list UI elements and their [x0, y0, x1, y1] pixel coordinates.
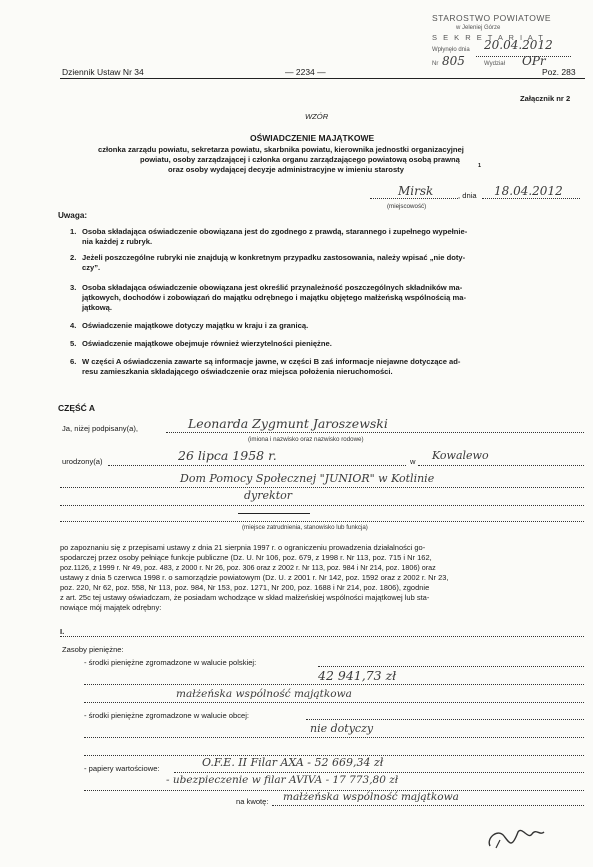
annex-label: Załącznik nr 2 — [520, 94, 571, 103]
uwaga-item-3-line-3: jątkową. — [82, 303, 112, 312]
subtitle-line-2: powiatu, osoby zarządzającej i członka organu zarządzającego powiatową osobą prawną — [140, 155, 460, 164]
pln-note: małżeńska wspólność majątkowa — [176, 688, 352, 700]
stamp-wplynelo-value: 20.04.2012 — [484, 38, 553, 52]
legal-line-2: spodarczej przez osoby pełniące funkcje publiczne (Dz. U. Nr 106, poz. 679, z 1998 r. Nr 113, poz. 715 i Nr 162, — [60, 553, 432, 562]
workplace-line-1: Dom Pomocy Społecznej "JUNIOR" w Kotlinie — [180, 472, 435, 485]
date-label: , dnia — [458, 191, 477, 200]
subtitle-line-3: oraz osoby wydającej decyzje administracyjne w imieniu starosty — [168, 165, 404, 174]
date-value: 18.04.2012 — [494, 184, 563, 198]
stamp-line-2: w Jeleniej Górze — [456, 25, 501, 31]
pln-value: 42 941,73 zł — [318, 668, 397, 683]
legal-line-4: ustawy z dnia 5 czerwca 1998 r. o samorządzie powiatowym (Dz. U. z 2001 r. Nr 142, poz. 1592 oraz z 2002 r. Nr 23, — [60, 573, 449, 582]
kwote-value: małżeńska wspólność majątkowa — [283, 791, 459, 803]
uwaga-item-5-line-1: Oświadczenie majątkowe obejmuje również wierzytelności pieniężne. — [82, 339, 332, 348]
foreign-value: nie dotyczy — [310, 722, 374, 735]
born-label: urodzony(a) — [62, 457, 103, 466]
workplace-underline — [238, 513, 310, 514]
name-label: Ja, niżej podpisany(a), — [62, 424, 138, 433]
workplace-line-2: dyrektor — [244, 489, 292, 502]
legal-line-5: poz. 220, Nr 62, poz. 558, Nr 113, poz. 984, Nr 153, poz. 1271, Nr 200, poz. 1688 i Nr 214, poz. 1806), zgodnie — [60, 583, 430, 592]
stamp-line-3: S E K R E T A R I A T — [432, 33, 545, 42]
signature-mark — [482, 818, 552, 854]
section-i-heading: I. — [60, 627, 65, 636]
legal-line-7: nowiące mój majątek odrębny: — [60, 603, 162, 612]
stamp-nr-value: 805 — [442, 54, 465, 68]
place-value: Mirsk — [398, 184, 434, 198]
uwaga-item-3-line-1: Osoba składająca oświadczenie obowiązana jest określić przynależność poszczególnych składników ma- — [82, 283, 463, 292]
foreign-label: - środki pieniężne zgromadzone w walucie obcej: — [84, 711, 250, 720]
pln-label: - środki pieniężne zgromadzone w walucie polskiej: — [84, 658, 257, 667]
uwaga-item-2-line-1: Jeżeli poszczególne rubryki nie znajdują w konkretnym przypadku zastosowania, należy wpisać „nie doty- — [82, 253, 466, 262]
uwaga-number-4: 4. — [70, 321, 77, 330]
name-caption: (imiona i nazwisko oraz nazwisko rodowe) — [248, 436, 364, 443]
uwaga-item-6-line-2: resu zamieszkania składającego oświadczenie oraz miejsca położenia nieruchomości. — [82, 367, 393, 376]
uwaga-number-1: 1. — [70, 227, 77, 236]
stamp-nr-label: Nr — [432, 61, 439, 67]
legal-line-3: poz.1126, z 1999 r. Nr 49, poz. 483, z 2000 r. Nr 26, poz. 306 oraz z 2002 r. Nr 113, poz. 984 i Nr 214, poz. 1806) oraz — [60, 563, 436, 572]
stamp-wydzial-value: OPr — [522, 54, 546, 68]
uwaga-number-6: 6. — [70, 357, 77, 366]
stamp-wplynelo-label: Wpłynęło dnia — [432, 47, 470, 53]
workplace-caption: (miejsce zatrudnienia, stanowisko lub funkcja) — [242, 524, 368, 531]
header-rule — [60, 78, 585, 79]
subtitle-superscript: 1 — [478, 163, 482, 169]
papers-label: - papiery wartościowe: — [84, 764, 160, 773]
uwaga-number-5: 5. — [70, 339, 77, 348]
kwote-label: na kwotę: — [236, 797, 269, 806]
stamp-line-1: STAROSTWO POWIATOWE — [432, 13, 552, 23]
uwaga-item-1-line-1: Osoba składająca oświadczenie obowiązana jest do zgodnego z prawdą, starannego i zupełnego wypełnie- — [82, 227, 468, 236]
uwaga-item-3-line-2: jątkowych, dochodów i zobowiązań do majątku odrębnego i majątku objętego małżeńską wspólnością ma- — [82, 293, 466, 302]
name-value: Leonarda Zygmunt Jaroszewski — [188, 416, 388, 431]
position-number: Poz. 283 — [542, 67, 576, 77]
wzor-label: WZÓR — [305, 112, 329, 121]
legal-line-1: po zapoznaniu się z przepisami ustawy z dnia 21 sierpnia 1997 r. o ograniczeniu prowadzenia działalności go- — [60, 543, 426, 552]
journal-name: Dziennik Ustaw Nr 34 — [62, 67, 144, 77]
born-place: Kowalewo — [432, 449, 489, 462]
uwaga-item-4-line-1: Oświadczenie majątkowe dotyczy majątku w kraju i za granicą. — [82, 321, 309, 330]
born-date: 26 lipca 1958 r. — [178, 448, 277, 463]
part-a-heading: CZĘŚĆ A — [58, 403, 95, 413]
uwaga-item-1-line-2: nia każdej z rubryk. — [82, 237, 153, 246]
uwaga-item-6-line-1: W części A oświadczenia zawarte są informacje jawne, w części B zaś informacje niejawne dotyczące ad- — [82, 357, 461, 366]
document-title: OŚWIADCZENIE MAJĄTKOWE — [250, 133, 375, 143]
subtitle-line-1: członka zarządu powiatu, sekretarza powiatu, skarbnika powiatu, kierownika jednostki organizacyjnej — [98, 145, 464, 154]
papers-value-1: O.F.E. II Filar AXA - 52 669,34 zł — [202, 756, 384, 769]
page-number: — 2234 — — [285, 67, 326, 77]
born-in-label: w — [410, 457, 416, 466]
legal-line-6: z art. 25c tej ustawy oświadczam, że posiadam wchodzące w skład małżeńskiej wspólności majątkowej lub sta- — [60, 593, 430, 602]
zasoby-label: Zasoby pieniężne: — [62, 645, 124, 654]
papers-value-2: - ubezpieczenie w filar AVIVA - 17 773,80 zł — [166, 774, 399, 786]
uwaga-number-2: 2. — [70, 253, 77, 262]
registry-stamp — [424, 12, 589, 74]
uwaga-number-3: 3. — [70, 283, 77, 292]
uwaga-heading: Uwaga: — [58, 211, 88, 220]
stamp-wydzial-label: Wydział — [484, 61, 505, 67]
uwaga-item-2-line-2: czy”. — [82, 263, 101, 272]
place-caption: (miejscowość) — [387, 203, 427, 210]
